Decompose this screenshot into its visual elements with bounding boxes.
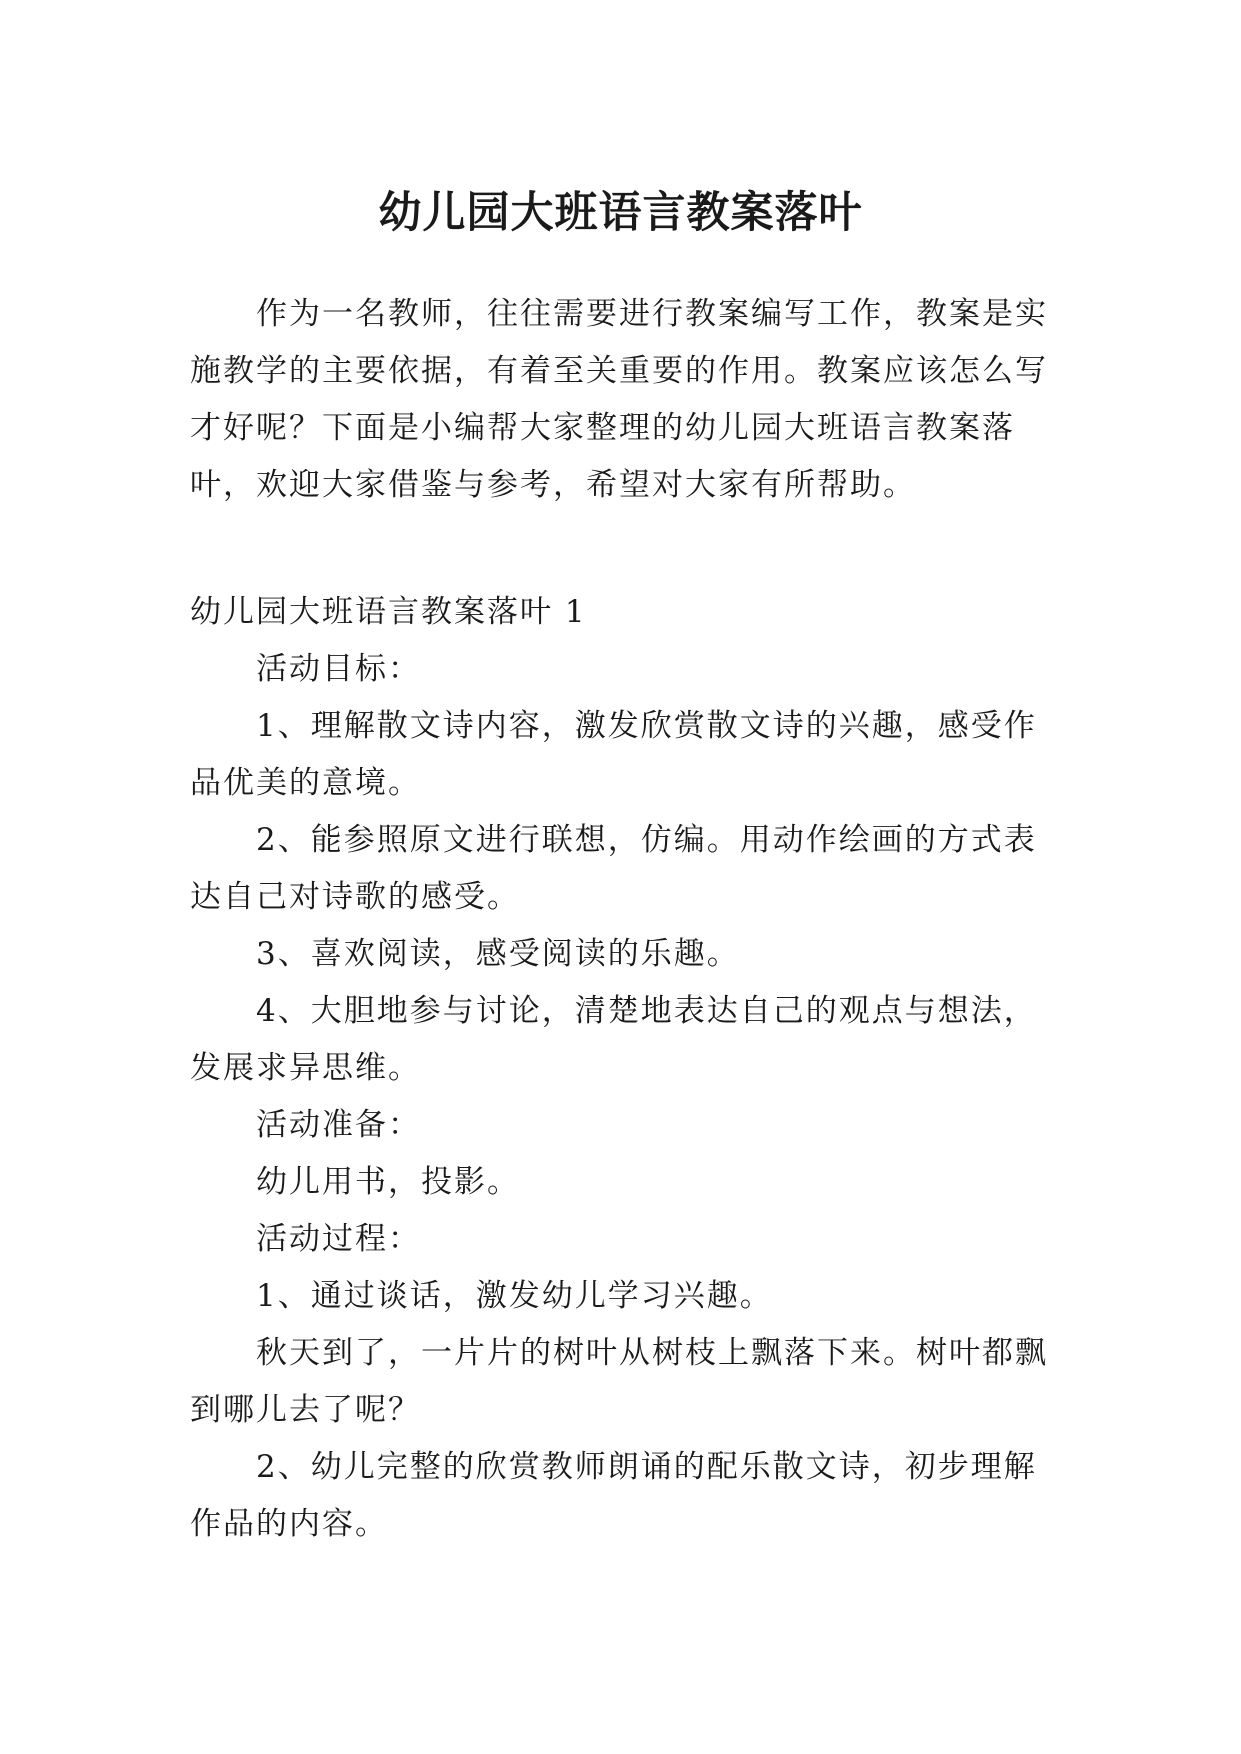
section-heading: 幼儿园大班语言教案落叶 1: [190, 594, 587, 630]
paragraph-goal-2: 2、能参照原文进行联想，仿编。用动作绘画的方式表达自己对诗歌的感受。: [190, 822, 1037, 915]
paragraph-process-label: 活动过程：: [256, 1221, 421, 1257]
paragraph-goal-3: 3、喜欢阅读，感受阅读的乐趣。: [256, 936, 740, 972]
paragraph-process-2: 2、幼儿完整的欣赏教师朗诵的配乐散文诗，初步理解作品的内容。: [190, 1449, 1037, 1542]
intro-paragraph: 作为一名教师，往往需要进行教案编写工作，教案是实施教学的主要依据，有着至关重要的作用。教案应该怎么写才好呢？下面是小编帮大家整理的幼儿园大班语言教案落叶，欢迎大家借鉴与参考，希望对大家有所帮助。: [190, 296, 1048, 503]
paragraph-activity-goals-label: 活动目标：: [256, 651, 421, 687]
paragraph-process-1-detail: 秋天到了，一片片的树叶从树枝上飘落下来。树叶都飘到哪儿去了呢？: [190, 1335, 1048, 1428]
document-body: [190, 584, 1053, 1553]
paragraph-preparation: 幼儿用书，投影。: [256, 1164, 520, 1200]
paragraph-goal-4: 4、大胆地参与讨论，清楚地表达自己的观点与想法，发展求异思维。: [190, 993, 1037, 1086]
paragraph-preparation-label: 活动准备：: [256, 1107, 421, 1143]
paragraph-process-1: 1、通过谈话，激发幼儿学习兴趣。: [256, 1278, 773, 1314]
document-title: 幼儿园大班语言教案落叶: [378, 187, 863, 238]
paragraph-goal-1: 1、理解散文诗内容，激发欣赏散文诗的兴趣，感受作品优美的意境。: [190, 708, 1037, 801]
